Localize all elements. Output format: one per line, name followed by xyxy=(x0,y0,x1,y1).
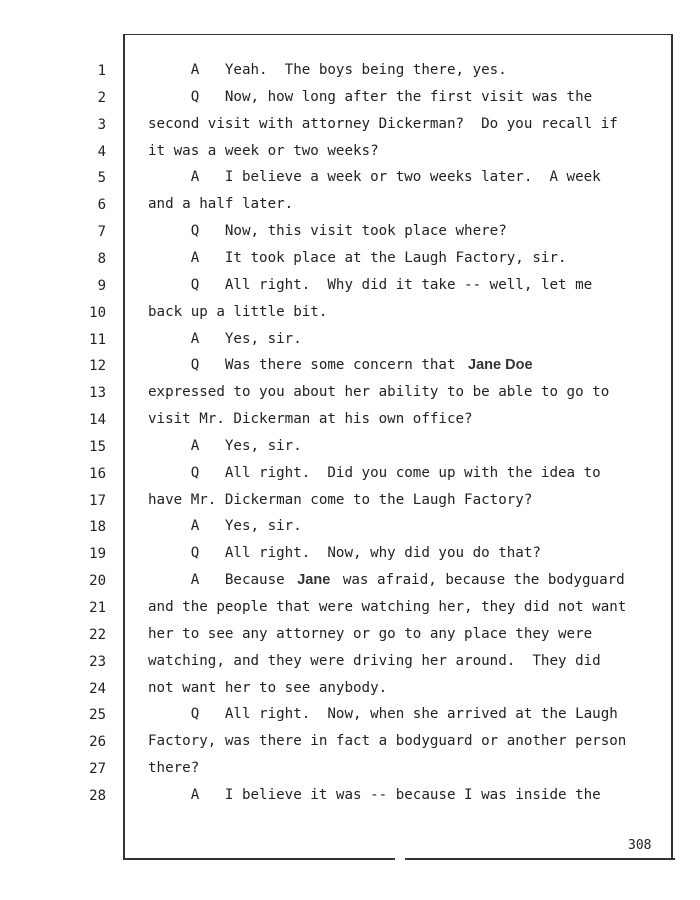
transcript-line xyxy=(148,465,601,481)
line-number: 14 xyxy=(89,412,106,429)
line-text: and a half later. xyxy=(148,196,294,213)
line-number: 24 xyxy=(89,680,106,697)
line-text: Q All right. Did you come up with the idea to xyxy=(148,464,601,481)
bottom-rule-right xyxy=(405,858,675,860)
line-text: A It took place at the Laugh Factory, sir. xyxy=(148,249,567,266)
line-number: 22 xyxy=(89,626,106,643)
transcript-line xyxy=(148,572,625,588)
transcript-line xyxy=(148,116,618,132)
transcript-line xyxy=(148,223,507,239)
transcript-line xyxy=(148,331,302,347)
line-number: 19 xyxy=(89,546,106,563)
redacted-name: Jane Doe xyxy=(468,357,533,374)
line-text: and the people that were watching her, they did not want xyxy=(148,599,627,615)
line-text: A Yes, sir. xyxy=(148,437,302,454)
transcript-line xyxy=(148,304,327,320)
line-number: 26 xyxy=(89,734,106,751)
line-number: 20 xyxy=(89,573,106,590)
line-number: 15 xyxy=(89,438,106,455)
transcript-line xyxy=(148,250,567,266)
transcript-line xyxy=(148,626,592,642)
line-number: 13 xyxy=(89,385,106,402)
line-number: 8 xyxy=(97,250,106,267)
line-text: A Because xyxy=(148,572,294,589)
line-text: A Yes, sir. xyxy=(148,518,302,535)
line-text: there? xyxy=(148,760,200,777)
line-number: 27 xyxy=(89,761,106,778)
line-text: A Yes, sir. xyxy=(148,330,302,347)
line-number: 18 xyxy=(89,519,106,536)
line-text: was afraid, because the bodyguard xyxy=(334,572,625,589)
transcript-line xyxy=(148,411,473,427)
line-text: Q Now, this visit took place where? xyxy=(148,223,507,240)
line-number: 23 xyxy=(89,653,106,670)
line-number: 9 xyxy=(97,277,106,294)
line-number: 28 xyxy=(89,787,106,804)
line-text: Factory, was there in fact a bodyguard or another person xyxy=(148,733,627,750)
transcript-line xyxy=(148,357,537,373)
line-text: Q All right. Now, why did you do that? xyxy=(148,545,541,562)
line-text: A I believe a week or two weeks later. A week xyxy=(148,169,601,186)
transcript-line xyxy=(148,706,618,722)
transcript-line xyxy=(148,277,592,293)
transcript-line xyxy=(148,760,199,776)
line-number: 16 xyxy=(89,465,106,482)
line-number: 2 xyxy=(97,89,106,106)
line-text: back up a little bit. xyxy=(148,303,328,320)
line-text: second visit with attorney Dickerman? Do you recall if xyxy=(148,115,618,132)
line-text: Q All right. Now, when she arrived at the Laugh xyxy=(148,706,618,723)
line-text: have Mr. Dickerman come to the Laugh Factory? xyxy=(148,491,533,508)
line-text: Q Now, how long after the first visit was the xyxy=(148,88,593,105)
line-text: visit Mr. Dickerman at his own office? xyxy=(148,411,473,428)
transcript-line xyxy=(148,196,293,212)
redacted-name: Jane xyxy=(297,572,331,589)
line-text: expressed to you about her ability to be able to go to xyxy=(148,384,610,401)
line-text: Q All right. Why did it take -- well, let me xyxy=(148,276,593,293)
line-number: 25 xyxy=(89,707,106,724)
line-number: 12 xyxy=(89,358,106,375)
line-text: A I believe it was -- because I was inside the xyxy=(148,786,601,803)
line-text: it was a week or two weeks? xyxy=(148,142,379,159)
transcript-line xyxy=(148,518,302,534)
bottom-rule-left xyxy=(123,858,395,860)
line-number: 10 xyxy=(89,304,106,321)
transcript-line xyxy=(148,89,592,105)
line-number: 7 xyxy=(97,224,106,241)
transcript-line xyxy=(148,599,626,615)
transcript-line xyxy=(148,438,302,454)
transcript-line xyxy=(148,169,601,185)
transcript-line xyxy=(148,62,507,78)
line-number: 5 xyxy=(97,170,106,187)
line-text: her to see any attorney or go to any place they were xyxy=(148,625,593,642)
line-number: 4 xyxy=(97,143,106,160)
transcript-line xyxy=(148,143,379,159)
line-text: Q Was there some concern that xyxy=(148,357,465,374)
line-number: 1 xyxy=(97,63,106,79)
line-number: 3 xyxy=(97,116,106,133)
page-number: 308 xyxy=(628,838,652,853)
transcript-line xyxy=(148,680,387,696)
transcript-line xyxy=(148,492,532,508)
line-number: 21 xyxy=(89,600,106,616)
transcript-line xyxy=(148,653,601,669)
transcript-line xyxy=(148,384,609,400)
transcript-line xyxy=(148,787,601,803)
line-text: A Yeah. The boys being there, yes. xyxy=(148,62,507,78)
line-number: 6 xyxy=(97,197,106,214)
transcript-line xyxy=(148,545,541,561)
line-text: watching, and they were driving her around. They did xyxy=(148,652,601,669)
transcript-line xyxy=(148,733,626,749)
line-number: 11 xyxy=(89,331,106,348)
line-text: not want her to see anybody. xyxy=(148,679,388,696)
line-number: 17 xyxy=(89,492,106,509)
